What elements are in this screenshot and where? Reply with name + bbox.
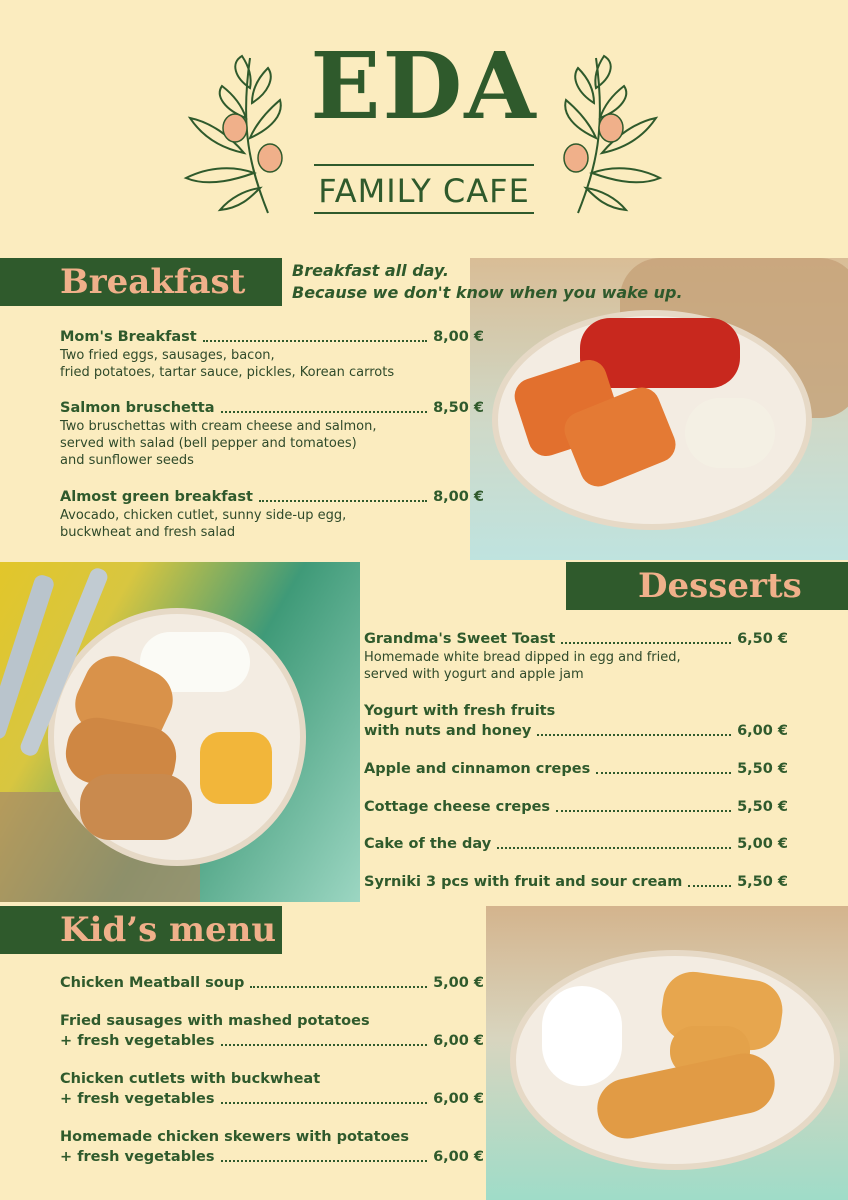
item-name: Salmon bruschetta [60, 400, 215, 416]
item-price: 5,00 € [433, 975, 484, 991]
item-price: 8,00 € [433, 489, 484, 505]
item-desc: served with salad (bell pepper and tomatoes) [60, 436, 357, 451]
item-price: 8,00 € [433, 329, 484, 345]
item-price: 5,50 € [737, 761, 788, 777]
item-desc: served with yogurt and apple jam [364, 667, 584, 682]
list-item [60, 487, 484, 541]
kids-photo [486, 906, 848, 1200]
item-name: Almost green breakfast [60, 489, 253, 505]
list-item [364, 872, 788, 892]
item-name: + fresh vegetables [60, 1091, 215, 1107]
desserts-title: Desserts [638, 566, 802, 606]
item-price: 6,50 € [737, 631, 788, 647]
item-name: Apple and cinnamon crepes [364, 761, 591, 777]
item-name: Mom's Breakfast [60, 329, 197, 345]
item-desc: buckwheat and fresh salad [60, 525, 236, 540]
breakfast-tagline [292, 260, 683, 304]
list-item [60, 327, 484, 381]
item-price: 5,50 € [737, 874, 788, 890]
cafe-subtitle: FAMILY CAFE [318, 172, 530, 210]
item-desc: Two fried eggs, sausages, bacon, [60, 348, 275, 363]
list-item [364, 759, 788, 779]
item-desc: Avocado, chicken cutlet, sunny side-up egg, [60, 508, 347, 523]
list-item [364, 797, 788, 817]
item-name: Syrniki 3 pcs with fruit and sour cream [364, 874, 683, 890]
item-name-line: Fried sausages with mashed potatoes [60, 1013, 370, 1029]
item-name: + fresh vegetables [60, 1149, 215, 1165]
item-name: Chicken Meatball soup [60, 975, 245, 991]
logo-divider-bottom [314, 212, 534, 214]
desserts-photo [0, 562, 360, 902]
item-price: 6,00 € [433, 1149, 484, 1165]
tagline-line-2: Because we don't know when you wake up. [292, 283, 683, 302]
item-name: Cake of the day [364, 836, 492, 852]
list-item [60, 398, 484, 469]
item-price: 8,50 € [433, 400, 484, 416]
kids-title: Kid’s menu [60, 910, 277, 950]
item-desc: Homemade white bread dipped in egg and fried, [364, 650, 681, 665]
list-item [60, 973, 484, 993]
item-name-line: Homemade chicken skewers with potatoes [60, 1129, 409, 1145]
tagline-line-1: Breakfast all day. [292, 261, 450, 280]
list-item [364, 629, 788, 683]
item-desc: and sunflower seeds [60, 453, 194, 468]
list-item [364, 701, 788, 741]
item-name-line: Yogurt with fresh fruits [364, 703, 556, 719]
item-desc: Two bruschettas with cream cheese and salmon, [60, 419, 377, 434]
item-name: Grandma's Sweet Toast [364, 631, 556, 647]
breakfast-title: Breakfast [60, 262, 246, 302]
item-desc: fried potatoes, tartar sauce, pickles, Korean carrots [60, 365, 395, 380]
item-price: 6,00 € [433, 1091, 484, 1107]
logo-divider [314, 164, 534, 166]
item-name: with nuts and honey [364, 723, 532, 739]
item-price: 5,00 € [737, 836, 788, 852]
item-name: + fresh vegetables [60, 1033, 215, 1049]
list-item [60, 1069, 484, 1109]
list-item [60, 1011, 484, 1051]
list-item [60, 1127, 484, 1167]
item-price: 6,00 € [433, 1033, 484, 1049]
item-name-line: Chicken cutlets with buckwheat [60, 1071, 321, 1087]
item-price: 5,50 € [737, 799, 788, 815]
list-item [364, 834, 788, 854]
cafe-name: EDA [310, 32, 538, 140]
item-name: Cottage cheese crepes [364, 799, 551, 815]
item-price: 6,00 € [737, 723, 788, 739]
